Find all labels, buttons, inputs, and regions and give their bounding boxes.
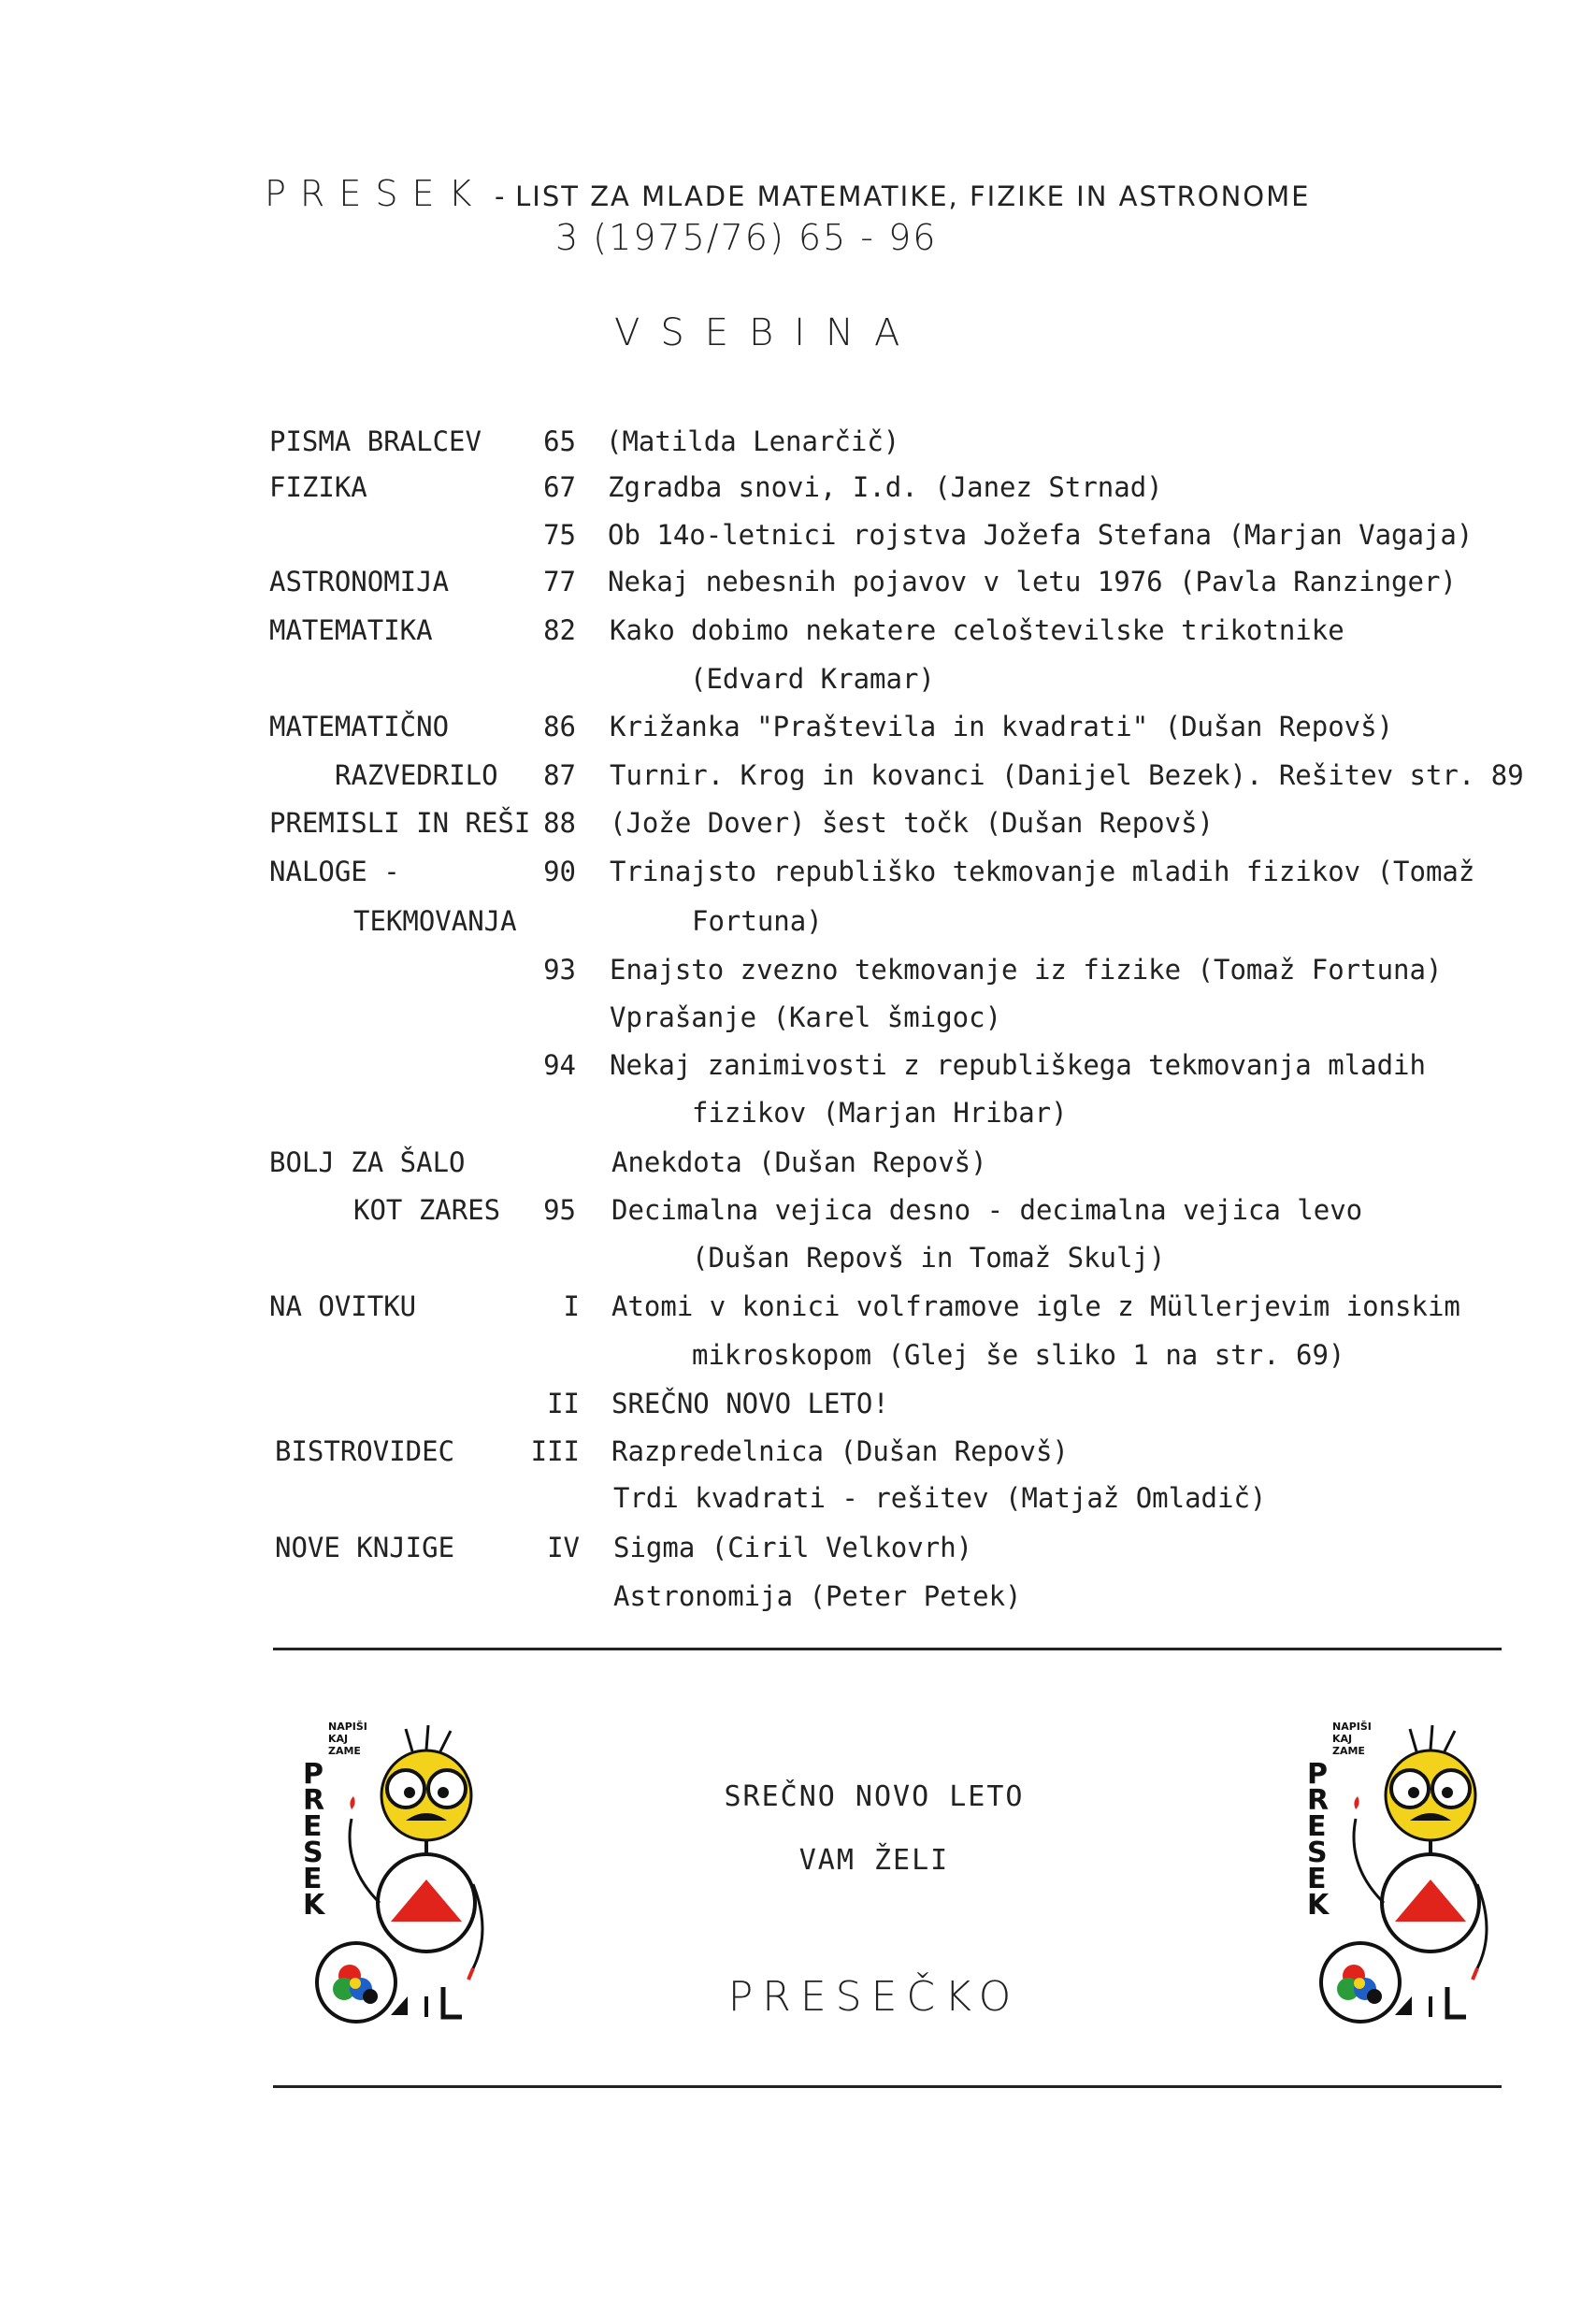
toc-row bbox=[0, 759, 1596, 797]
mascot-letter: S bbox=[303, 1836, 324, 1869]
greeting-line-1: SREČNO NOVO LETO bbox=[724, 1780, 1025, 1813]
toc-title: Kako dobimo nekatere celoštevilske trikotnike bbox=[610, 614, 1344, 646]
mascot-arm bbox=[350, 1819, 380, 1903]
masthead bbox=[265, 173, 1310, 214]
ball-shadow bbox=[363, 1989, 378, 2004]
mascot-letter: K bbox=[1307, 1889, 1330, 1922]
toc-row bbox=[0, 1482, 1596, 1520]
toc-page-number: 77 bbox=[543, 566, 576, 598]
toc-title: (Edvard Kramar) bbox=[690, 663, 935, 695]
toc-title: Razpredelnica (Dušan Repovš) bbox=[611, 1435, 1069, 1467]
toc-section: MATEMATIKA bbox=[269, 614, 433, 646]
toc-section: BOLJ ZA ŠALO bbox=[269, 1146, 466, 1178]
toc-row bbox=[0, 1049, 1596, 1087]
greeting-line-2: VAM ŽELI bbox=[798, 1844, 950, 1877]
toc-section: NOVE KNJIGE bbox=[275, 1532, 455, 1563]
toc-title: Križanka "Praštevila in kvadrati" (Dušan Repovš) bbox=[610, 711, 1394, 742]
toc-title: Trdi kvadrati - rešitev (Matjaž Omladič) bbox=[613, 1482, 1267, 1514]
toc-section: BISTROVIDEC bbox=[275, 1435, 455, 1467]
greeting-signature: PRESEČKO bbox=[727, 1973, 1021, 2021]
toc-row bbox=[0, 566, 1596, 603]
presek-mascot-left bbox=[286, 1716, 501, 2024]
toc-page-number: III bbox=[530, 1435, 580, 1467]
toc-title: Enajsto zvezno tekmovanje iz fizike (Tomaž Fortuna) bbox=[610, 954, 1443, 986]
mascot-tagline: ZAME bbox=[328, 1745, 361, 1757]
toc-section: NA OVITKU bbox=[269, 1290, 417, 1322]
masthead-dash: - bbox=[495, 180, 507, 212]
toc-page-number: 90 bbox=[543, 856, 576, 887]
mascot-arm bbox=[1354, 1819, 1384, 1903]
toc-row bbox=[0, 1194, 1596, 1232]
toc-title: Astronomija (Peter Petek) bbox=[613, 1580, 1022, 1612]
mascot-tagline: KAJ bbox=[328, 1733, 349, 1745]
issue-line: 3 (1975/76) 65 - 96 bbox=[555, 217, 938, 258]
magazine-subtitle: LIST ZA MLADE MATEMATIKE, FIZIKE IN ASTRONOME bbox=[515, 180, 1311, 212]
toc-row bbox=[0, 1580, 1596, 1618]
mascot-letter: E bbox=[303, 1810, 323, 1843]
toc-row bbox=[0, 663, 1596, 700]
toc-title: Sigma (Ciril Velkovrh) bbox=[613, 1532, 973, 1563]
toc-page-number: 65 bbox=[543, 425, 576, 457]
toc-title: Nekaj zanimivosti z republiškega tekmovanja mladih bbox=[610, 1049, 1426, 1081]
toc-row bbox=[0, 1001, 1596, 1039]
mascot-pupil bbox=[438, 1787, 449, 1798]
toc-row bbox=[0, 954, 1596, 991]
toc-title: Ob 14o-letnici rojstva Jožefa Stefana (Marjan Vagaja) bbox=[608, 519, 1474, 551]
toc-row bbox=[0, 614, 1596, 652]
presek-mascot-right bbox=[1290, 1716, 1505, 2024]
toc-page-number: 86 bbox=[543, 711, 576, 742]
mascot-letter: R bbox=[1307, 1784, 1330, 1817]
toc-section: KOT ZARES bbox=[353, 1194, 501, 1226]
toc-title: fizikov (Marjan Hribar) bbox=[692, 1097, 1068, 1129]
toc-title: Trinajsto republiško tekmovanje mladih fizikov (Tomaž bbox=[610, 856, 1475, 887]
toc-section: MATEMATIČNO bbox=[269, 711, 450, 742]
toc-title: Fortuna) bbox=[692, 905, 823, 937]
toc-title: (Jože Dover) šest točk (Dušan Repovš) bbox=[610, 807, 1215, 839]
mascot-leg-right bbox=[443, 1987, 462, 2017]
mascot-letter: E bbox=[1307, 1810, 1327, 1843]
toc-row bbox=[0, 1146, 1596, 1184]
toc-section: PREMISLI IN REŠI bbox=[269, 807, 531, 839]
top-divider bbox=[273, 1648, 1502, 1650]
toc-page-number: 88 bbox=[543, 807, 576, 839]
toc-section: RAZVEDRILO bbox=[335, 759, 498, 791]
mascot-letter: P bbox=[1307, 1758, 1328, 1791]
toc-title: Zgradba snovi, I.d. (Janez Strnad) bbox=[608, 471, 1163, 503]
mascot-pencil bbox=[1473, 1968, 1477, 1980]
toc-page-number: I bbox=[563, 1290, 580, 1322]
ball-yellow-dot bbox=[350, 1978, 361, 1989]
toc-row bbox=[0, 1290, 1596, 1328]
toc-title: Vprašanje (Karel šmigoc) bbox=[610, 1001, 1002, 1033]
toc-page-number: II bbox=[547, 1388, 580, 1419]
magazine-name: PRESEK bbox=[265, 173, 486, 214]
toc-row bbox=[0, 519, 1596, 556]
toc-row bbox=[0, 1339, 1596, 1376]
toc-title: Atomi v konici volframove igle z Müllerjevim ionskim bbox=[611, 1290, 1460, 1322]
toc-section: PISMA BRALCEV bbox=[269, 425, 482, 457]
mascot-tagline: NAPIŠI bbox=[328, 1721, 367, 1733]
toc-row bbox=[0, 905, 1596, 943]
toc-page-number: 93 bbox=[543, 954, 576, 986]
toc-section: NALOGE - bbox=[269, 856, 400, 887]
toc-row bbox=[0, 711, 1596, 748]
flame-icon bbox=[1354, 1796, 1359, 1809]
toc-row bbox=[0, 1435, 1596, 1473]
toc-row bbox=[0, 807, 1596, 844]
toc-page-number: 67 bbox=[543, 471, 576, 503]
toc-title: Turnir. Krog in kovanci (Danijel Bezek). Rešitev str. 89 bbox=[610, 759, 1524, 791]
toc-row bbox=[0, 1388, 1596, 1425]
toc-title: (Dušan Repovš in Tomaž Skulj) bbox=[692, 1242, 1166, 1274]
toc-page-number: 87 bbox=[543, 759, 576, 791]
bottom-divider bbox=[273, 2085, 1502, 2088]
mascot-letter: E bbox=[303, 1863, 323, 1895]
ball-shadow bbox=[1367, 1989, 1382, 2004]
mascot-tagline: ZAME bbox=[1332, 1745, 1365, 1757]
toc-page-number: IV bbox=[547, 1532, 580, 1563]
mascot-letter: S bbox=[1307, 1836, 1328, 1869]
toc-section: FIZIKA bbox=[269, 471, 367, 503]
ball-yellow-dot bbox=[1354, 1978, 1365, 1989]
toc-row bbox=[0, 1532, 1596, 1569]
toc-row bbox=[0, 856, 1596, 893]
toc-page-number: 75 bbox=[543, 519, 576, 551]
toc-row bbox=[0, 471, 1596, 509]
mascot-letter: R bbox=[303, 1784, 325, 1817]
mascot-letter: E bbox=[1307, 1863, 1327, 1895]
toc-row bbox=[0, 1097, 1596, 1134]
toc-title: (Matilda Lenarčič) bbox=[606, 425, 900, 457]
toc-title: Anekdota (Dušan Repovš) bbox=[611, 1146, 987, 1178]
toc-title: Decimalna vejica desno - decimalna vejica levo bbox=[611, 1194, 1363, 1226]
flame-icon bbox=[350, 1796, 354, 1809]
mascot-pencil bbox=[468, 1968, 473, 1980]
mascot-letter: K bbox=[303, 1889, 325, 1922]
mascot-tagline: NAPIŠI bbox=[1332, 1721, 1372, 1733]
toc-section: TEKMOVANJA bbox=[353, 905, 517, 937]
toc-page-number: 95 bbox=[543, 1194, 576, 1226]
toc-page-number: 82 bbox=[543, 614, 576, 646]
toc-title: Nekaj nebesnih pojavov v letu 1976 (Pavla Ranzinger) bbox=[608, 566, 1457, 598]
mascot-antennae bbox=[406, 1725, 451, 1751]
toc-section: ASTRONOMIJA bbox=[269, 566, 450, 598]
mascot-pupil bbox=[404, 1787, 415, 1798]
toc-title: SREČNO NOVO LETO! bbox=[611, 1388, 889, 1419]
toc-page-number: 94 bbox=[543, 1049, 576, 1081]
mascot-leg-right bbox=[1447, 1987, 1466, 2017]
mascot-pupil bbox=[1408, 1787, 1419, 1798]
toc-row bbox=[0, 425, 1596, 463]
mascot-letter: P bbox=[303, 1758, 324, 1791]
toc-title: mikroskopom (Glej še sliko 1 na str. 69) bbox=[692, 1339, 1345, 1371]
mascot-pupil bbox=[1442, 1787, 1453, 1798]
toc-row bbox=[0, 1242, 1596, 1279]
mascot-antennae bbox=[1410, 1725, 1455, 1751]
contents-title: VSEBINA bbox=[614, 311, 921, 354]
mascot-tagline: KAJ bbox=[1332, 1733, 1353, 1745]
